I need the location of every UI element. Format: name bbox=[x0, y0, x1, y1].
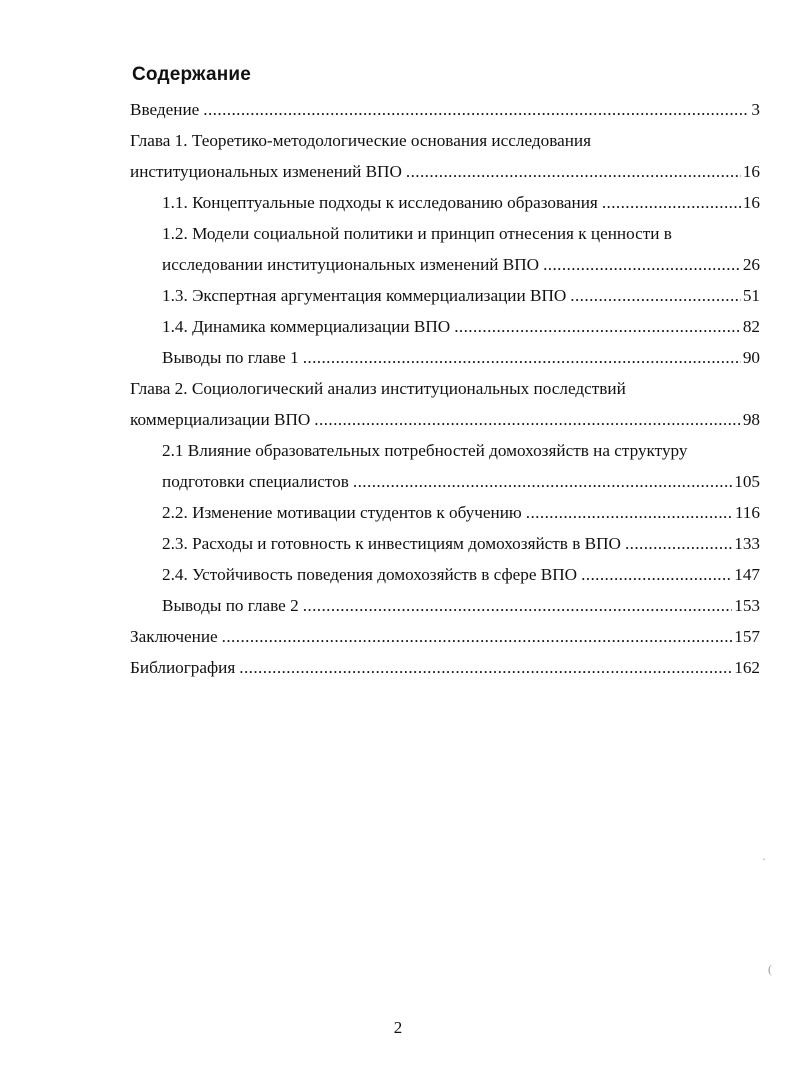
toc-entry-label: подготовки специалистов bbox=[162, 472, 349, 491]
toc-entry-label: Выводы по главе 2 bbox=[162, 596, 299, 615]
toc-page-number: 3 bbox=[751, 100, 760, 119]
toc-entry-label: 1.3. Экспертная аргументация коммерциализации ВПО bbox=[162, 286, 567, 305]
toc-page-number: 16 bbox=[742, 162, 760, 181]
toc-entry-bibliography[interactable] bbox=[0, 652, 796, 683]
toc-entry-label: 2.3. Расходы и готовность к инвестициям домохозяйств в ВПО bbox=[162, 534, 621, 553]
toc-entry-label: институциональных изменений ВПО bbox=[130, 162, 402, 181]
toc-entry-label: 1.2. Модели социальной политики и принцип отнесения к ценности в bbox=[162, 224, 672, 243]
toc-entry-chapter-1-line-1[interactable] bbox=[0, 125, 796, 156]
toc-page-number: 98 bbox=[742, 410, 760, 429]
scan-artifact: ( bbox=[768, 962, 772, 976]
page-title: Содержание bbox=[132, 64, 252, 85]
toc-entry-section-2-4[interactable] bbox=[0, 559, 796, 590]
toc-leader-dots bbox=[353, 466, 732, 497]
toc-leader-dots bbox=[602, 187, 741, 218]
toc-entry-chapter-2-line-1[interactable] bbox=[0, 373, 796, 404]
toc-leader-dots bbox=[406, 156, 741, 187]
toc-entry-section-1-4[interactable] bbox=[0, 311, 796, 342]
toc-page-number: 133 bbox=[734, 534, 760, 553]
toc-entry-section-1-2-line-1[interactable] bbox=[0, 218, 796, 249]
toc-page-number: 26 bbox=[742, 255, 760, 274]
toc-leader-dots bbox=[303, 342, 741, 373]
toc-leader-dots bbox=[303, 590, 733, 621]
toc-leader-dots bbox=[454, 311, 741, 342]
toc-entry-label: 1.4. Динамика коммерциализации ВПО bbox=[162, 317, 451, 336]
toc-leader-dots bbox=[625, 528, 732, 559]
toc-page-number: 147 bbox=[734, 565, 760, 584]
toc-leader-dots bbox=[543, 249, 741, 280]
toc-entry-section-1-2-line-2[interactable] bbox=[0, 249, 796, 280]
toc-leader-dots bbox=[203, 94, 749, 125]
toc-entry-label: 2.4. Устойчивость поведения домохозяйств в сфере ВПО bbox=[162, 565, 578, 584]
toc-entry-section-2-3[interactable] bbox=[0, 528, 796, 559]
toc-entry-label: Глава 1. Теоретико-методологические основания исследования bbox=[130, 131, 592, 150]
toc-entry-section-2-2[interactable] bbox=[0, 497, 796, 528]
toc-page-number: 153 bbox=[734, 596, 760, 615]
toc-entry-label: коммерциализации ВПО bbox=[130, 410, 311, 429]
toc-page-number: 90 bbox=[742, 348, 760, 367]
toc-entry-conclusions-2[interactable] bbox=[0, 590, 796, 621]
toc-entry-label: Глава 2. Социологический анализ институциональных последствий bbox=[130, 379, 626, 398]
toc-entry-label: 1.1. Концептуальные подходы к исследованию образования bbox=[162, 193, 598, 212]
toc-entry-section-2-1-line-2[interactable] bbox=[0, 466, 796, 497]
toc-entry-conclusions-1[interactable] bbox=[0, 342, 796, 373]
toc-entry-label: Выводы по главе 1 bbox=[162, 348, 299, 367]
toc-entry-chapter-1-line-2[interactable] bbox=[0, 156, 796, 187]
toc-leader-dots bbox=[314, 404, 741, 435]
toc-entry-section-2-1-line-1[interactable] bbox=[0, 435, 796, 466]
toc-leader-dots bbox=[239, 652, 732, 683]
toc-entry-chapter-2-line-2[interactable] bbox=[0, 404, 796, 435]
toc-page-number: 116 bbox=[734, 503, 760, 522]
toc-entry-label: Введение bbox=[130, 100, 200, 119]
toc-page-number: 82 bbox=[742, 317, 760, 336]
toc-page-number: 105 bbox=[734, 472, 760, 491]
toc-page-number: 16 bbox=[742, 193, 760, 212]
toc-entry-intro[interactable] bbox=[0, 94, 796, 125]
toc-leader-dots bbox=[526, 497, 733, 528]
scan-artifact: · bbox=[762, 852, 766, 866]
toc-leader-dots bbox=[581, 559, 732, 590]
toc-leader-dots bbox=[222, 621, 733, 652]
toc-leader-dots bbox=[570, 280, 741, 311]
toc-entry-label: исследовании институциональных изменений ВПО bbox=[162, 255, 540, 274]
toc-entry-section-1-3[interactable] bbox=[0, 280, 796, 311]
toc-entry-label: Заключение bbox=[130, 627, 218, 646]
toc-page-number: 162 bbox=[734, 658, 760, 677]
toc-entry-label: 2.1 Влияние образовательных потребностей домохозяйств на структуру bbox=[162, 441, 688, 460]
toc-entry-section-1-1[interactable] bbox=[0, 187, 796, 218]
toc-page-number: 51 bbox=[742, 286, 760, 305]
toc-page-number: 157 bbox=[734, 627, 760, 646]
toc-entry-label: 2.2. Изменение мотивации студентов к обучению bbox=[162, 503, 522, 522]
toc-entry-label: Библиография bbox=[130, 658, 236, 677]
toc-entry-conclusion[interactable] bbox=[0, 621, 796, 652]
page-number: 2 bbox=[393, 1018, 403, 1037]
